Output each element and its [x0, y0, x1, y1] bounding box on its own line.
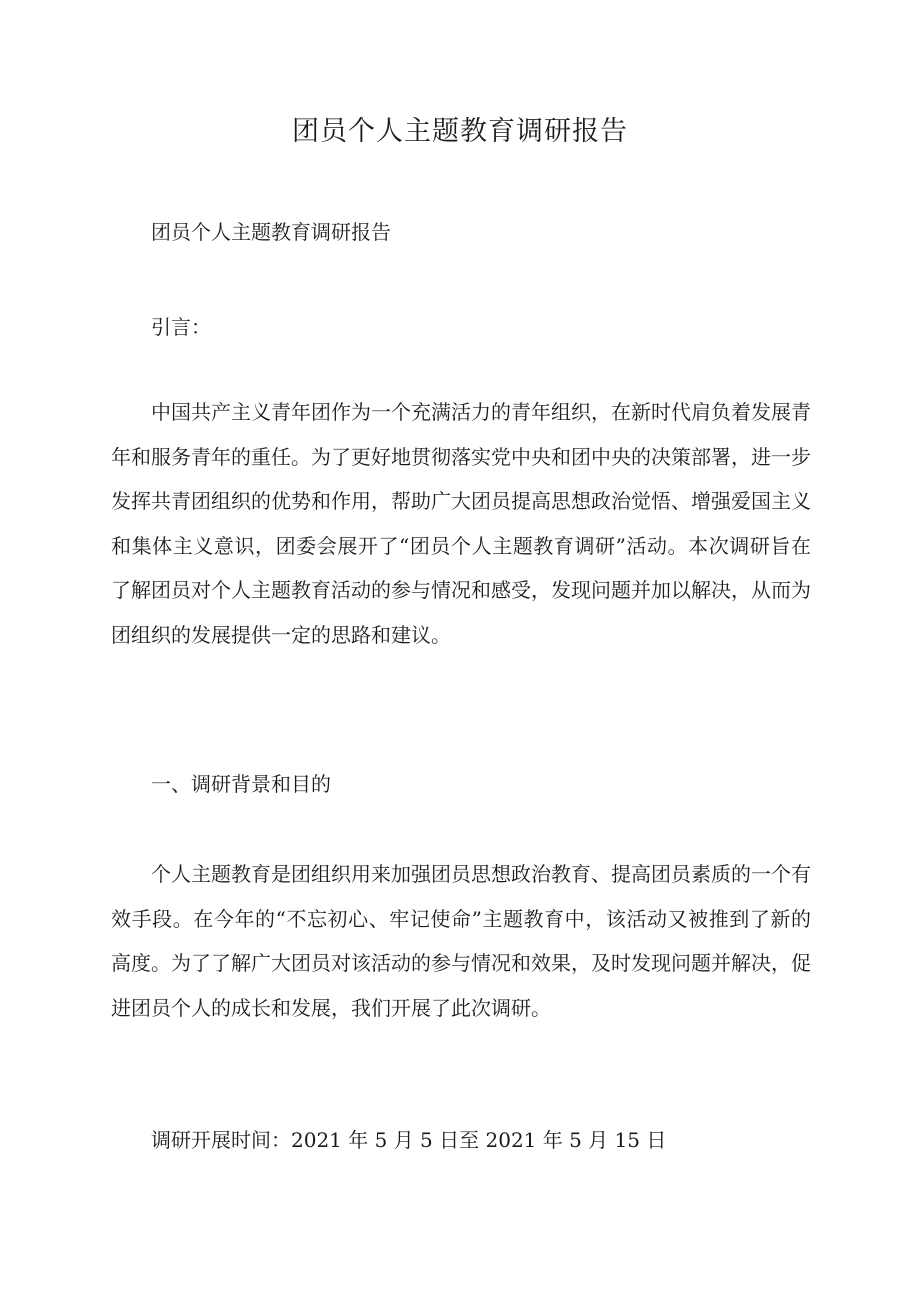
document-title: 团员个人主题教育调研报告	[292, 116, 628, 147]
section-heading-background: 一、调研背景和目的	[151, 772, 331, 796]
intro-paragraph: 中国共产主义青年团作为一个充满活力的青年组织，在新时代肩负着发展青年和服务青年的重任。为了更好地贯彻落实党中央和团中央的决策部署，进一步发挥共青团组织的优势和作用，帮助广大团员提高思想政治觉悟、增强爱国主义和集体主义意识，团委会展开了“团员个人主题教育调研”活动。本次调研旨在了解团员对个人主题教育活动的参与情况和感受，发现问题并加以解决，从而为团组织的发展提供一定的思路和建议。	[111, 400, 811, 647]
survey-period: 调研开展时间：2021 年 5 月 5 日至 2021 年 5 月 15 日	[151, 1128, 667, 1152]
background-paragraph: 个人主题教育是团组织用来加强团员思想政治教育、提高团员素质的一个有效手段。在今年的“不忘初心、牢记使命”主题教育中，该活动又被推到了新的高度。为了了解广大团员对该活动的参与情况和效果，及时发现问题并解决，促进团员个人的成长和发展，我们开展了此次调研。	[111, 862, 811, 1020]
intro-label: 引言：	[151, 315, 211, 339]
document-subtitle: 团员个人主题教育调研报告	[151, 220, 391, 244]
